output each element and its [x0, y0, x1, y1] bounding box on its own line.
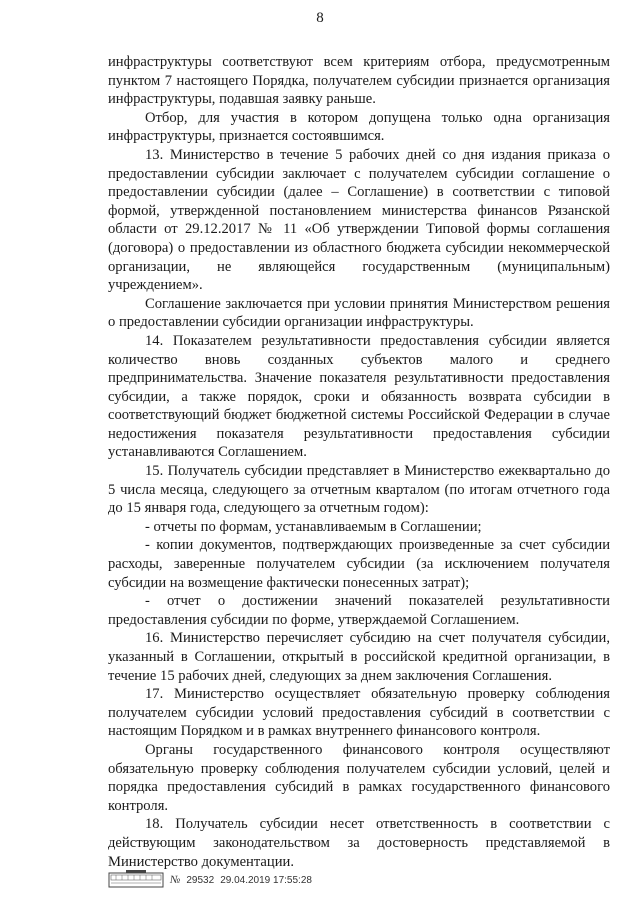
paragraph-11: 17. Министерство осуществляет обязательную проверку соблюдения получателем субсидии условий предоставления субсидий в соответствии с настоящим Порядком и в рамках внутреннего финансового контроля. [108, 686, 610, 740]
paragraph-7: - отчеты по формам, устанавливаемым в Соглашении; [145, 518, 482, 535]
paragraph-2: Отбор, для участия в котором допущена только одна организация инфраструктуры, признается состоявшимся. [108, 109, 610, 145]
document-timestamp: 29.04.2019 17:55:28 [220, 874, 312, 886]
document-footer [108, 870, 312, 890]
paragraph-12: Органы государственного финансового контроля осуществляют обязательную проверку соблюдения получателем субсидии условий, целей и порядка предоставления субсидий в рамках государственного финансового контроля. [108, 741, 610, 814]
paragraph-4: Соглашение заключается при условии принятия Министерством решения о предоставлении субсидии организации инфраструктуры. [108, 295, 610, 331]
paragraph-1: инфраструктуры соответствуют всем критериям отбора, предусмотренным пунктом 7 настоящего Порядка, получателем субсидии признается организация инфраструктуры, подавшая заявку раньше. [108, 54, 610, 108]
page-number: 8 [316, 10, 324, 26]
paragraph-3: 13. Министерство в течение 5 рабочих дней со дня издания приказа о предоставлении субсидии заключает с получателем субсидии соглашение о предоставлении субсидии (далее – Соглашение) в соответствии с типовой формой, утвержденной постановлением министерства финансов Рязанской области от 29.12.2017 № 11 «Об утверждении Типовой формы соглашения (договора) о предоставлении из областного бюджета субсидии некоммерческой организации, не являющейся государственным (муниципальным) учреждением». [108, 146, 610, 294]
paragraph-5: 14. Показателем результативности предоставления субсидии является количество вновь созданных субъектов малого и среднего предпринимательства. Значение показателя результативности предоставления субсидии, а также порядок, сроки и обязанность возврата субсидии в соответствующий бюджет бюджетной системы Российской Федерации в случае недостижения показателя результативности предоставления субсидии устанавливаются Соглашением. [108, 332, 610, 461]
registry-stamp-icon [108, 870, 164, 890]
paragraph-9: - отчет о достижении значений показателей результативности предоставления субсидии по форме, утверждаемой Соглашением. [108, 593, 610, 628]
document-body [108, 53, 610, 871]
number-sign: № [170, 874, 181, 886]
paragraph-13: 18. Получатель субсидии несет ответственность в соответствии с действующим законодательством за достоверность представляемой в Министерство документации. [108, 816, 610, 870]
document-id: 29532 [186, 874, 215, 886]
paragraph-8: - копии документов, подтверждающих произведенные за счет субсидии расходы, заверенные получателем субсидии (за исключением получателя субсидии на возмещение фактически понесенных затрат); [108, 537, 610, 591]
paragraph-10: 16. Министерство перечисляет субсидию на счет получателя субсидии, указанный в Соглашении, открытый в российской кредитной организации, в течение 15 рабочих дней, следующих за днем заключения Соглашения. [108, 630, 610, 684]
paragraph-6: 15. Получатель субсидии представляет в Министерство ежеквартально до 5 числа месяца, следующего за отчетным кварталом (по итогам отчетного года до 15 января года, следующего за отчетным годом): [108, 463, 610, 517]
